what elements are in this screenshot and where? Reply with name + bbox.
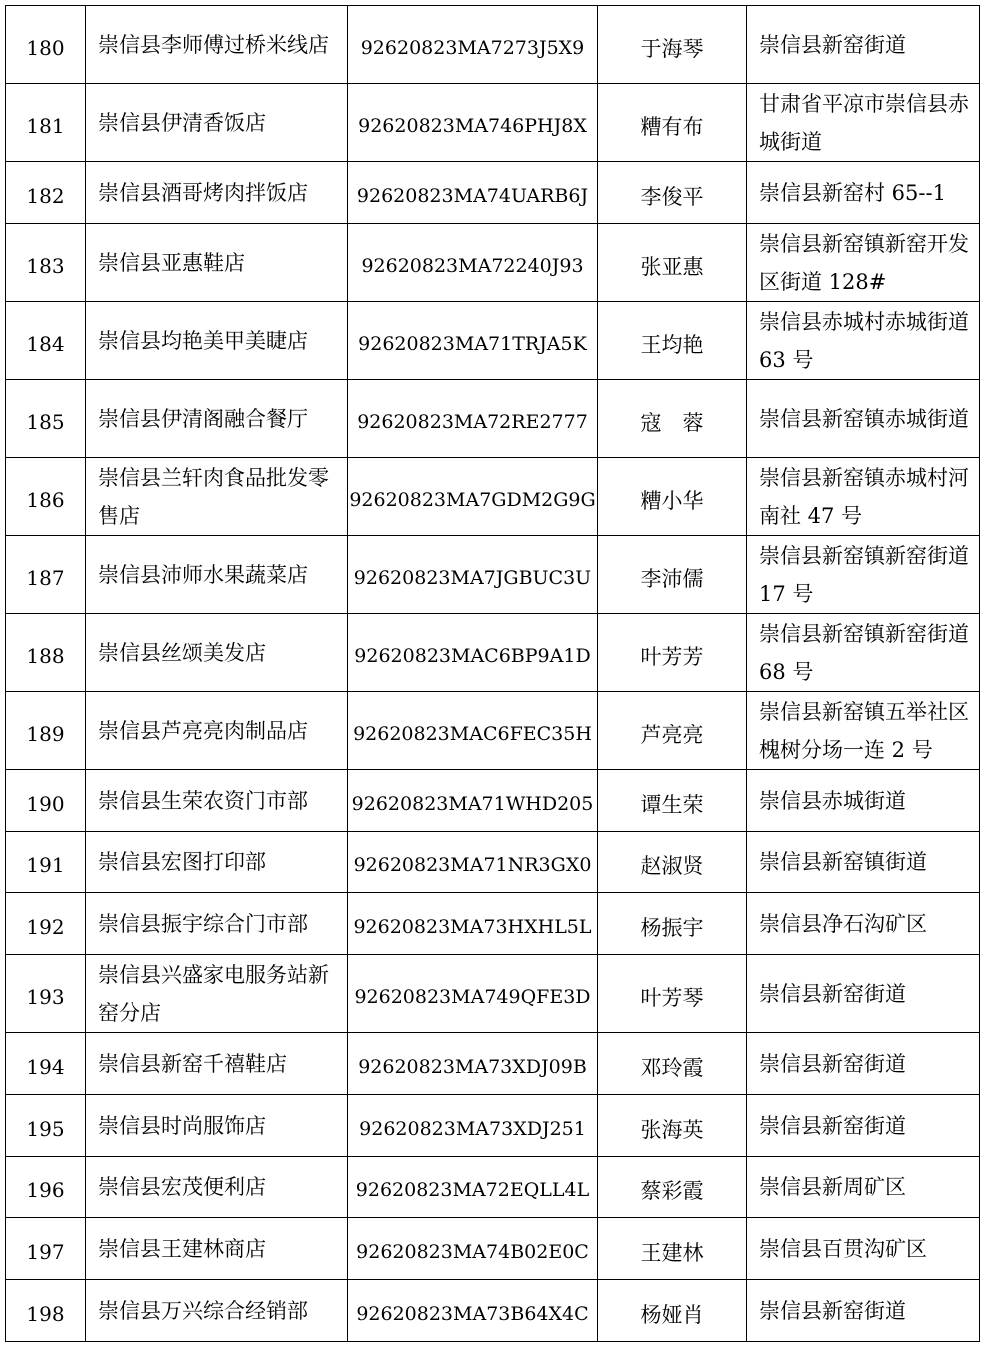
table-row bbox=[6, 692, 980, 770]
operator-name: 王均艳 bbox=[598, 302, 747, 380]
credit-code: 92620823MA7273J5X9 bbox=[348, 6, 598, 84]
business-name: 崇信县亚惠鞋店 bbox=[86, 224, 348, 302]
operator-name: 寇 蓉 bbox=[598, 380, 747, 458]
row-number: 184 bbox=[6, 302, 86, 380]
credit-code: 92620823MA74UARB6J bbox=[348, 162, 598, 224]
business-name: 崇信县丝颂美发店 bbox=[86, 614, 348, 692]
credit-code: 92620823MA71TRJA5K bbox=[348, 302, 598, 380]
row-number: 195 bbox=[6, 1095, 86, 1157]
operator-name: 糟小华 bbox=[598, 458, 747, 536]
table-row bbox=[6, 302, 980, 380]
business-name: 崇信县芦亮亮肉制品店 bbox=[86, 692, 348, 770]
credit-code: 92620823MA72240J93 bbox=[348, 224, 598, 302]
business-address: 崇信县新窑镇新窑街道 17 号 bbox=[747, 536, 980, 614]
credit-code: 92620823MA7GDM2G9G bbox=[348, 458, 598, 536]
business-address: 崇信县新窑村 65--1 bbox=[747, 162, 980, 224]
row-number: 194 bbox=[6, 1033, 86, 1095]
business-address: 崇信县新窑街道 bbox=[747, 955, 980, 1033]
credit-code: 92620823MA7JGBUC3U bbox=[348, 536, 598, 614]
operator-name: 张亚惠 bbox=[598, 224, 747, 302]
row-number: 192 bbox=[6, 893, 86, 955]
operator-name: 叶芳芳 bbox=[598, 614, 747, 692]
operator-name: 张海英 bbox=[598, 1095, 747, 1157]
row-number: 189 bbox=[6, 692, 86, 770]
business-address: 崇信县百贯沟矿区 bbox=[747, 1218, 980, 1280]
operator-name: 赵淑贤 bbox=[598, 832, 747, 893]
credit-code: 92620823MA73HXHL5L bbox=[348, 893, 598, 955]
business-address: 崇信县净石沟矿区 bbox=[747, 893, 980, 955]
table-row bbox=[6, 1218, 980, 1280]
business-name: 崇信县均艳美甲美睫店 bbox=[86, 302, 348, 380]
operator-name: 杨娅肖 bbox=[598, 1280, 747, 1342]
credit-code: 92620823MA73XDJ09B bbox=[348, 1033, 598, 1095]
row-number: 182 bbox=[6, 162, 86, 224]
table-row bbox=[6, 1033, 980, 1095]
table-row bbox=[6, 6, 980, 84]
operator-name: 杨振宇 bbox=[598, 893, 747, 955]
business-name: 崇信县伊清香饭店 bbox=[86, 84, 348, 162]
operator-name: 谭生荣 bbox=[598, 770, 747, 832]
business-address: 崇信县新窑街道 bbox=[747, 1280, 980, 1342]
business-address: 崇信县新窑镇新窑开发区街道 128# bbox=[747, 224, 980, 302]
row-number: 196 bbox=[6, 1157, 86, 1218]
table-row bbox=[6, 955, 980, 1033]
business-name: 崇信县宏茂便利店 bbox=[86, 1157, 348, 1218]
business-name: 崇信县时尚服饰店 bbox=[86, 1095, 348, 1157]
row-number: 193 bbox=[6, 955, 86, 1033]
business-name: 崇信县沛师水果蔬菜店 bbox=[86, 536, 348, 614]
table-row bbox=[6, 1095, 980, 1157]
table-row bbox=[6, 614, 980, 692]
credit-code: 92620823MA73B64X4C bbox=[348, 1280, 598, 1342]
row-number: 180 bbox=[6, 6, 86, 84]
business-name: 崇信县万兴综合经销部 bbox=[86, 1280, 348, 1342]
table-row bbox=[6, 1280, 980, 1342]
table-row bbox=[6, 84, 980, 162]
business-registry-table bbox=[5, 5, 980, 1342]
business-address: 崇信县新窑街道 bbox=[747, 1095, 980, 1157]
business-name: 崇信县兰轩肉食品批发零售店 bbox=[86, 458, 348, 536]
operator-name: 于海琴 bbox=[598, 6, 747, 84]
operator-name: 芦亮亮 bbox=[598, 692, 747, 770]
table-row bbox=[6, 832, 980, 893]
operator-name: 邓玲霞 bbox=[598, 1033, 747, 1095]
business-address: 崇信县新窑街道 bbox=[747, 6, 980, 84]
row-number: 187 bbox=[6, 536, 86, 614]
business-name: 崇信县兴盛家电服务站新窑分店 bbox=[86, 955, 348, 1033]
business-address: 崇信县新周矿区 bbox=[747, 1157, 980, 1218]
credit-code: 92620823MAC6FEC35H bbox=[348, 692, 598, 770]
credit-code: 92620823MA749QFE3D bbox=[348, 955, 598, 1033]
table-row bbox=[6, 458, 980, 536]
business-name: 崇信县伊清阁融合餐厅 bbox=[86, 380, 348, 458]
business-name: 崇信县酒哥烤肉拌饭店 bbox=[86, 162, 348, 224]
row-number: 186 bbox=[6, 458, 86, 536]
table-row bbox=[6, 380, 980, 458]
row-number: 181 bbox=[6, 84, 86, 162]
table-row bbox=[6, 770, 980, 832]
business-address: 崇信县赤城村赤城街道 63 号 bbox=[747, 302, 980, 380]
credit-code: 92620823MA73XDJ251 bbox=[348, 1095, 598, 1157]
business-address: 崇信县新窑镇街道 bbox=[747, 832, 980, 893]
business-address: 崇信县新窑镇赤城村河南社 47 号 bbox=[747, 458, 980, 536]
business-address: 崇信县新窑街道 bbox=[747, 1033, 980, 1095]
operator-name: 李俊平 bbox=[598, 162, 747, 224]
credit-code: 92620823MA72EQLL4L bbox=[348, 1157, 598, 1218]
row-number: 188 bbox=[6, 614, 86, 692]
business-name: 崇信县李师傅过桥米线店 bbox=[86, 6, 348, 84]
operator-name: 糟有布 bbox=[598, 84, 747, 162]
business-address: 崇信县赤城街道 bbox=[747, 770, 980, 832]
table-row bbox=[6, 536, 980, 614]
credit-code: 92620823MA74B02E0C bbox=[348, 1218, 598, 1280]
table-row bbox=[6, 162, 980, 224]
row-number: 190 bbox=[6, 770, 86, 832]
table-row bbox=[6, 1157, 980, 1218]
row-number: 185 bbox=[6, 380, 86, 458]
business-name: 崇信县王建林商店 bbox=[86, 1218, 348, 1280]
business-name: 崇信县宏图打印部 bbox=[86, 832, 348, 893]
credit-code: 92620823MA71NR3GX0 bbox=[348, 832, 598, 893]
row-number: 183 bbox=[6, 224, 86, 302]
row-number: 191 bbox=[6, 832, 86, 893]
table-row bbox=[6, 893, 980, 955]
credit-code: 92620823MA71WHD205 bbox=[348, 770, 598, 832]
business-address: 甘肃省平凉市崇信县赤城街道 bbox=[747, 84, 980, 162]
operator-name: 李沛儒 bbox=[598, 536, 747, 614]
operator-name: 叶芳琴 bbox=[598, 955, 747, 1033]
business-name: 崇信县振宇综合门市部 bbox=[86, 893, 348, 955]
table-row bbox=[6, 224, 980, 302]
row-number: 197 bbox=[6, 1218, 86, 1280]
credit-code: 92620823MA72RE2777 bbox=[348, 380, 598, 458]
row-number: 198 bbox=[6, 1280, 86, 1342]
business-name: 崇信县新窑千禧鞋店 bbox=[86, 1033, 348, 1095]
credit-code: 92620823MA746PHJ8X bbox=[348, 84, 598, 162]
business-address: 崇信县新窑镇赤城街道 bbox=[747, 380, 980, 458]
operator-name: 王建林 bbox=[598, 1218, 747, 1280]
credit-code: 92620823MAC6BP9A1D bbox=[348, 614, 598, 692]
business-address: 崇信县新窑镇五举社区槐树分场一连 2 号 bbox=[747, 692, 980, 770]
business-name: 崇信县生荣农资门市部 bbox=[86, 770, 348, 832]
operator-name: 蔡彩霞 bbox=[598, 1157, 747, 1218]
business-address: 崇信县新窑镇新窑街道 68 号 bbox=[747, 614, 980, 692]
